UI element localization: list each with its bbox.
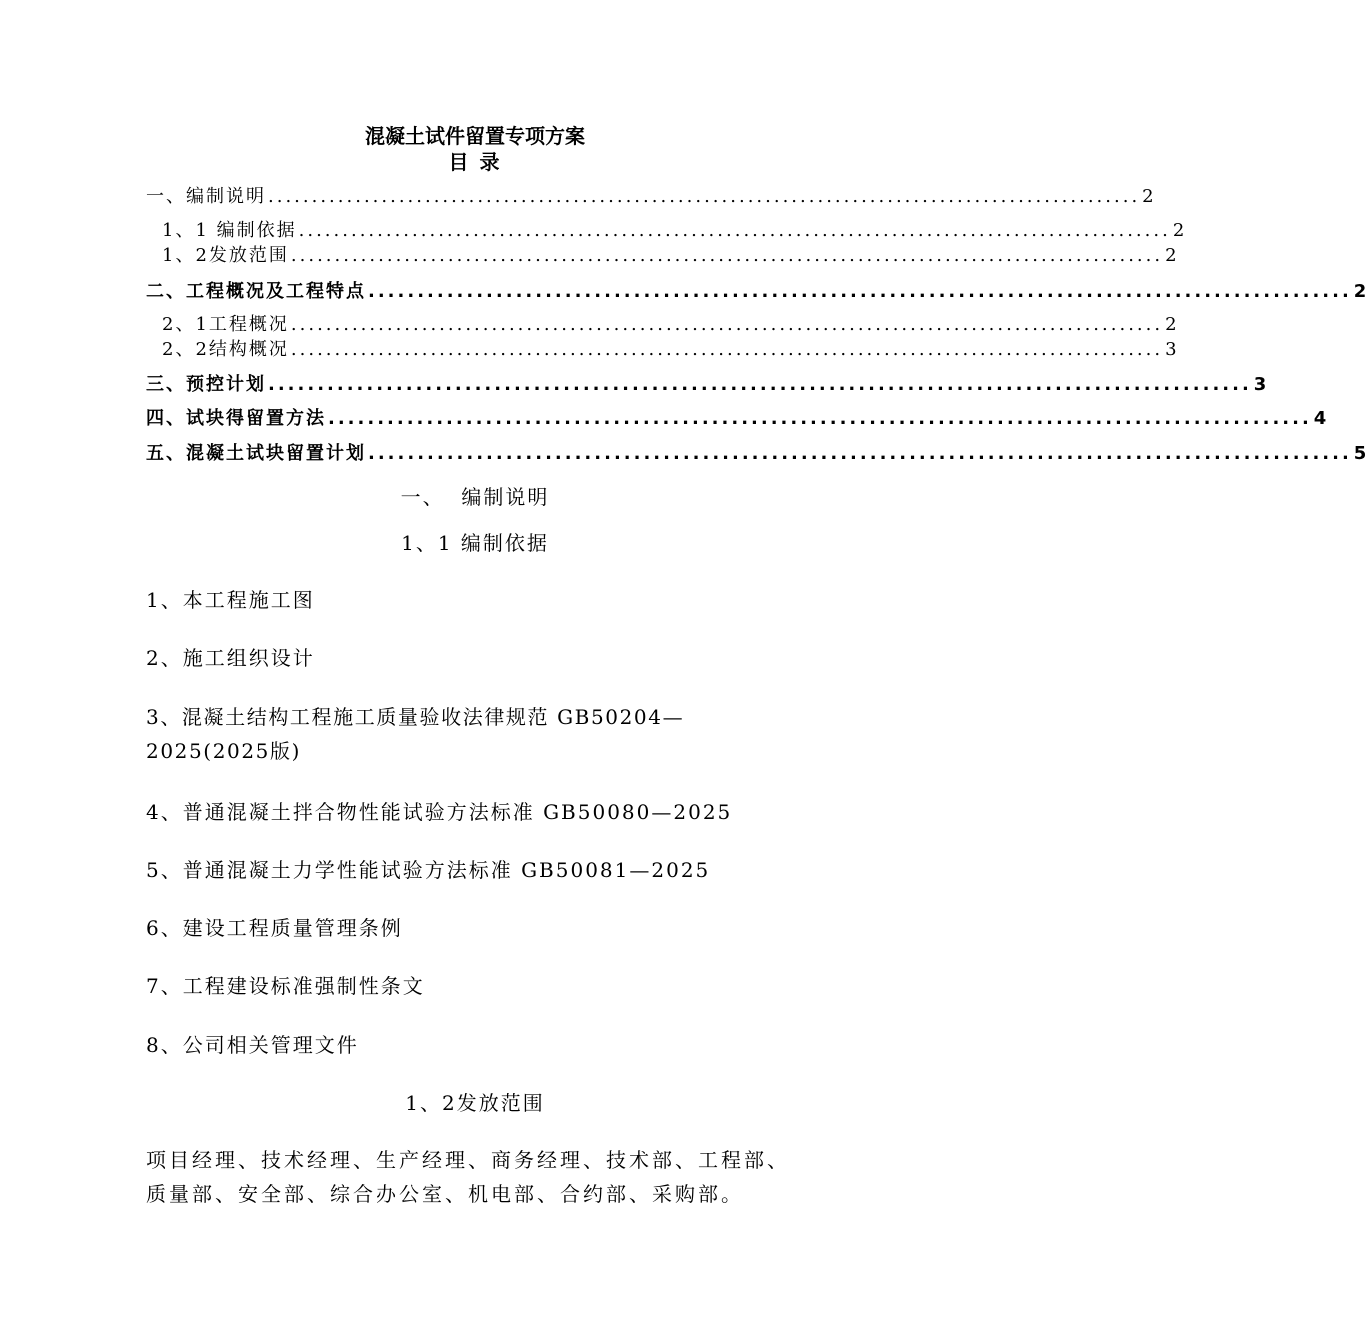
toc-entry-text: 编制说明 [186, 186, 266, 207]
toc-entry-2-2[interactable] [162, 339, 1177, 361]
toc-leader-dots: .................................................................................................... [290, 314, 1164, 335]
basis-item: 3、混凝土结构工程施工质量验收法律规范 GB50204—2025(2025版) [146, 705, 685, 763]
toc-entry-number: 五、 [146, 443, 186, 464]
toc-entry-page: 2 [1165, 245, 1177, 266]
toc-leader-dots: .................................................................................................... [298, 220, 1171, 241]
basis-item: 1、本工程施工图 [146, 588, 315, 612]
toc-entry-page: 3 [1165, 339, 1177, 360]
toc-entry-text: 2、1工程概况 [162, 314, 289, 335]
toc-leader-dots: .................................................................................................... [368, 281, 1352, 302]
distribution-text: 项目经理、技术经理、生产经理、商务经理、技术部、工程部、质量部、安全部、综合办公室、机电部、合约部、采购部。 [146, 1148, 790, 1206]
toc-entry-2[interactable] [146, 281, 1366, 303]
toc-entry-number: 二、 [146, 281, 186, 302]
basis-item: 5、普通混凝土力学性能试验方法标准 GB50081—2025 [146, 858, 711, 882]
toc-leader-dots: .................................................................................................... [368, 443, 1352, 464]
basis-item: 2、施工组织设计 [146, 646, 315, 670]
toc-entry-text: 1、1 编制依据 [162, 220, 297, 241]
toc-entry-2-1[interactable] [162, 314, 1177, 336]
toc-leader-dots: .................................................................................................... [268, 186, 1141, 207]
toc-entry-text: 混凝土试块留置计划 [186, 443, 366, 464]
toc-entry-1-1[interactable] [162, 220, 1185, 242]
toc-entry-text: 三、预控计划 [146, 374, 266, 395]
toc-entry-page: 4 [1313, 408, 1327, 429]
toc-entry-4[interactable] [146, 408, 1327, 430]
toc-entry-text: 工程概况及工程特点 [186, 281, 366, 302]
section-heading-1: 一、 编制说明 [400, 485, 550, 509]
toc-entry-1[interactable] [146, 186, 1154, 208]
toc-entry-number: 一、 [146, 186, 186, 207]
toc-entry-text: 四、试块得留置方法 [146, 408, 326, 429]
toc-title: 目 录 [448, 150, 502, 174]
basis-item: 8、公司相关管理文件 [146, 1033, 359, 1057]
toc-entry-page: 2 [1165, 314, 1177, 335]
document-title: 混凝土试件留置专项方案 [365, 124, 585, 148]
toc-entry-page: 5 [1353, 443, 1366, 464]
toc-leader-dots: .................................................................................................... [290, 245, 1164, 266]
toc-leader-dots: .................................................................................................... [268, 374, 1252, 395]
toc-entry-page: 2 [1353, 281, 1366, 302]
basis-item: 6、建设工程质量管理条例 [146, 916, 403, 940]
subsection-heading-1-1: 1、1 编制依据 [401, 531, 549, 555]
toc-entry-5[interactable] [146, 443, 1366, 465]
basis-item: 4、普通混凝土拌合物性能试验方法标准 GB50080—2025 [146, 800, 733, 824]
toc-entry-1-2[interactable] [162, 245, 1177, 267]
toc-entry-page: 3 [1253, 374, 1267, 395]
toc-entry-page: 2 [1172, 220, 1185, 241]
toc-leader-dots: .................................................................................................... [290, 339, 1164, 360]
toc-entry-3[interactable] [146, 374, 1267, 396]
toc-entry-text: 1、2发放范围 [162, 245, 289, 266]
toc-leader-dots: .................................................................................................... [328, 408, 1312, 429]
toc-entry-text: 2、2结构概况 [162, 339, 289, 360]
basis-item: 7、工程建设标准强制性条文 [146, 974, 425, 998]
toc-entry-page: 2 [1142, 186, 1154, 207]
subsection-heading-1-2: 1、2发放范围 [405, 1091, 545, 1115]
